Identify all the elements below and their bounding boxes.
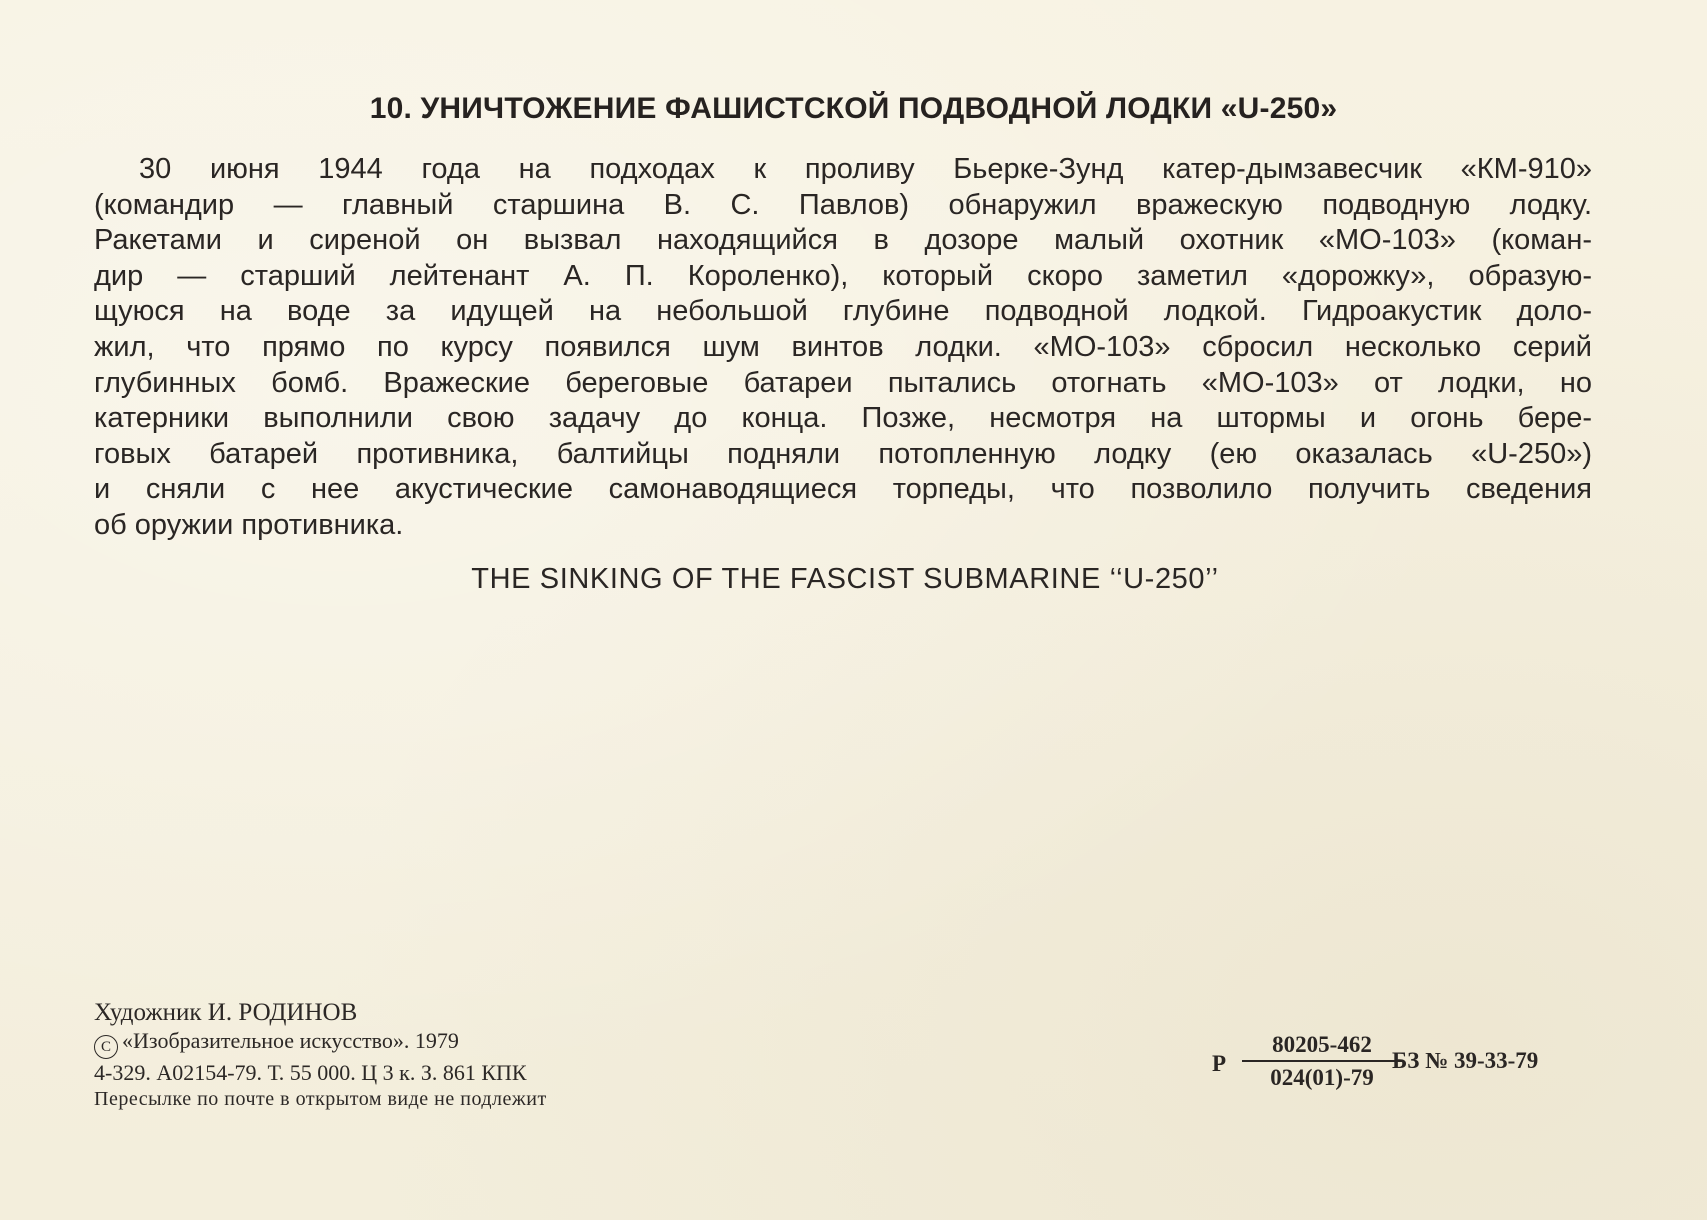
print-codes: 4-329. А02154-79. Т. 55 000. Ц 3 к. З. 861 КПК — [94, 1060, 527, 1085]
heading-russian: 10. УНИЧТОЖЕНИЕ ФАШИСТСКОЙ ПОДВОДНОЙ ЛОДКИ «U-250» — [369, 92, 1338, 125]
catalog-numerator: 80205-462 — [1242, 1030, 1402, 1062]
description-line: (командир — главный старшина В. С. Павлов) обнаружил вражескую подводную лодку. — [94, 188, 1592, 221]
description-line: щуюся на воде за идущей на небольшой глубине подводной лодкой. Гидроакустик доло- — [94, 295, 1592, 328]
publisher-line — [94, 1028, 547, 1059]
description-line: об оружии противника. — [94, 508, 404, 541]
description-line: говых батарей противника, балтийцы подняли потопленную лодку (ею оказалась «U-250») — [94, 437, 1592, 470]
description-line: Ракетами и сиреной он вызвал находящийся в дозоре малый охотник «МО-103» (коман- — [94, 224, 1592, 257]
publisher-name: «Изобразительное искусство». 1979 — [122, 1028, 459, 1053]
description-line: катерники выполнили свою задачу до конца. Позже, несмотря на штормы и огонь бере- — [94, 402, 1592, 435]
description-line: и сняли с нее акустические самонаводящиеся торпеды, что позволило получить сведения — [94, 473, 1592, 506]
catalog-suffix: БЗ № 39-33-79 — [1392, 1048, 1539, 1073]
description-line: глубинных бомб. Вражеские береговые батареи пытались отогнать «МО-103» от лодки, но — [94, 366, 1592, 399]
catalog-prefix: Р — [1212, 1051, 1227, 1076]
heading-english: THE SINKING OF THE FASCIST SUBMARINE ‘‘U-250’’ — [471, 563, 1219, 595]
description-text — [94, 152, 1592, 544]
copyright-icon: C — [94, 1035, 118, 1059]
description-line: 30 июня 1944 года на подходах к проливу Бьерке-Зунд катер-дымзавесчик «КМ-910» — [139, 153, 1592, 185]
description-line: жил, что прямо по курсу появился шум винтов лодки. «МО-103» сбросил несколько серий — [94, 330, 1592, 363]
publication-credits — [94, 998, 547, 1112]
catalog-fraction — [1242, 1030, 1402, 1094]
catalog-denominator: 024(01)-79 — [1270, 1065, 1374, 1090]
artist-credit: Художник И. РОДИНОВ — [94, 999, 358, 1026]
postal-note: Пересылке по почте в открытом виде не подлежит — [94, 1088, 547, 1110]
description-line: дир — старший лейтенант А. П. Короленко), который скоро заметил «дорожку», образую- — [94, 259, 1592, 292]
